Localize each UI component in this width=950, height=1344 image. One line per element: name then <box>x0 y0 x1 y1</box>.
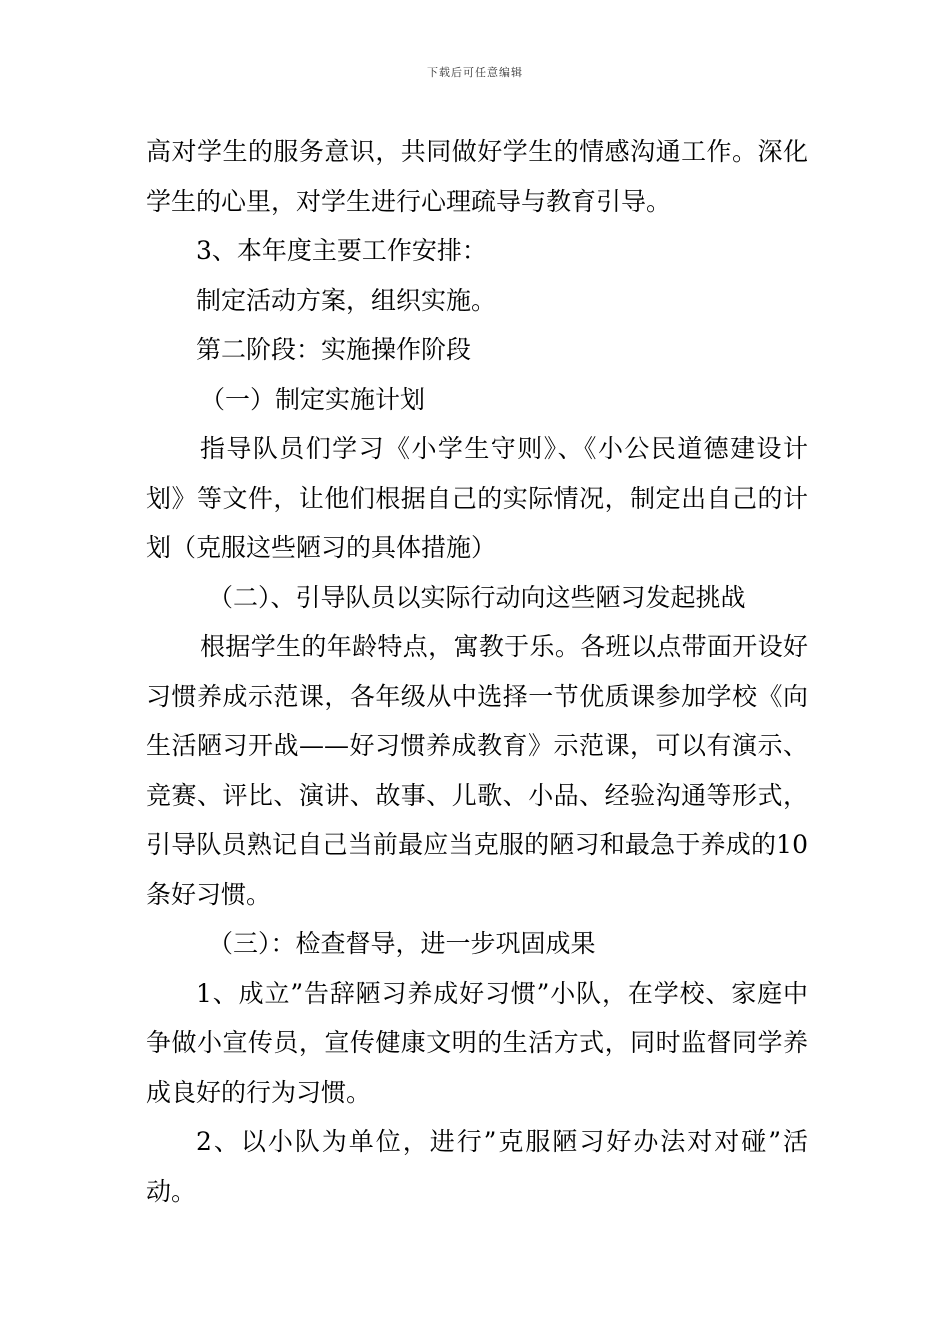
paragraph-item-two: 2、以小队为单位，进行”克服陋习好办法对对碰”活动。 <box>146 1127 808 1206</box>
paragraph-section-two: （二）、引导队员以实际行动向这些陋习发起挑战 <box>208 582 746 612</box>
paragraph-section-three: （三）：检查督导，进一步巩固成果 <box>208 929 596 958</box>
paragraph-section-one: （一）制定实施计划 <box>200 384 426 414</box>
paragraph-continuation: 高对学生的服务意识，共同做好学生的情感沟通工作。深化学生的心里，对学生进行心理疏导与教育引导。 <box>146 137 808 216</box>
header-note: 下载后可任意编辑 <box>427 66 523 79</box>
paragraph-work-arrangement: 3、本年度主要工作安排： <box>196 236 487 265</box>
paragraph-stage-two: 第二阶段：实施操作阶段 <box>196 335 472 364</box>
paragraph-guide-study: 指导队员们学习《小学生守则》、《小公民道德建设计划》等文件，让他们根据自己的实际情况，制定出自己的计划（克服这些陋习的具体措施） <box>146 434 808 562</box>
paragraph-item-one: 1、成立”告辞陋习养成好习惯”小队，在学校、家庭中争做小宣传员，宣传健康文明的生活方式，同时监督同学养成良好的行为习惯。 <box>146 978 808 1107</box>
paragraph-demo-lessons: 根据学生的年龄特点，寓教于乐。各班以点带面开设好习惯养成示范课，各年级从中选择一节优质课参加学校《向生活陋习开战——好习惯养成教育》示范课，可以有演示、竞赛、评比、演讲、故事、儿歌、小品、经验沟通等形式，引导队员熟记自己当前最应当克服的陋习和最急于养成的10条好习惯。 <box>146 632 808 909</box>
document-body <box>146 127 808 1216</box>
paragraph-plan: 制定活动方案，组织实施。 <box>196 285 497 315</box>
